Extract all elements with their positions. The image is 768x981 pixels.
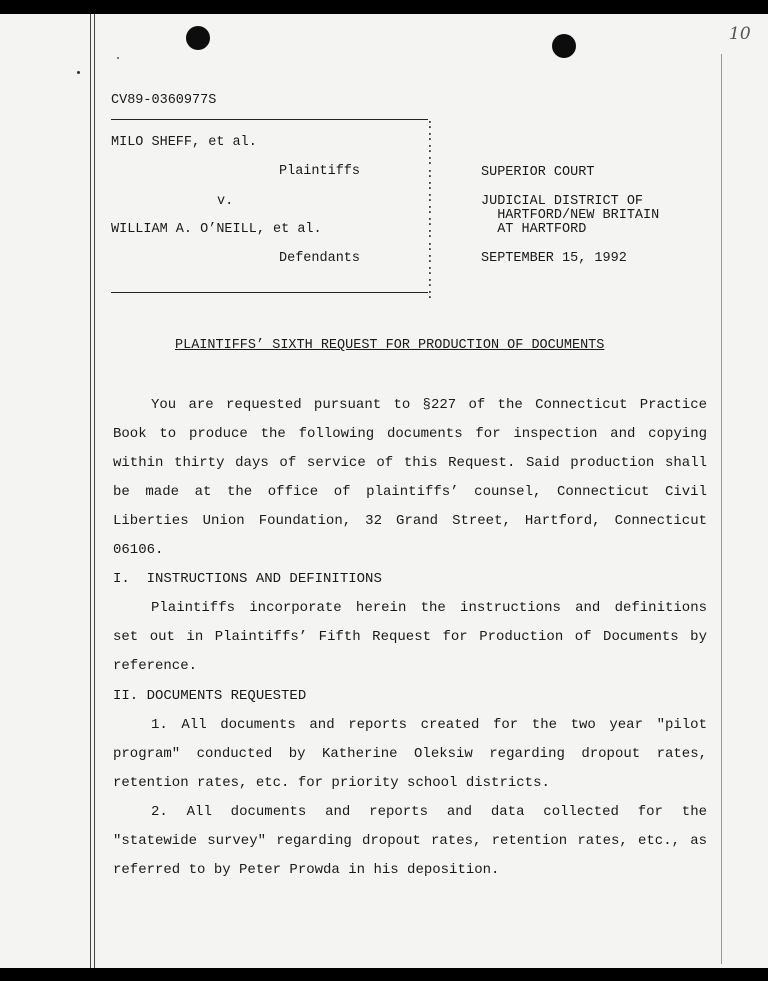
district-line-3: AT HARTFORD bbox=[481, 222, 587, 237]
versus: v. bbox=[217, 194, 234, 209]
text-line: "statewide survey" regarding dropout rates, retention rates, etc., as bbox=[113, 833, 707, 849]
text-line: program" conducted by Katherine Oleksiw regarding dropout rates, bbox=[113, 746, 707, 762]
text-line: retention rates, etc. for priority school districts. bbox=[113, 775, 550, 791]
text-line: within thirty days of service of this Request. Said production shall bbox=[113, 455, 707, 471]
text-line: Plaintiffs incorporate herein the instructions and definitions bbox=[151, 600, 707, 616]
text-line: set out in Plaintiffs’ Fifth Request for Production of Documents by bbox=[113, 629, 707, 645]
document-title: PLAINTIFFS’ SIXTH REQUEST FOR PRODUCTION OF DOCUMENTS bbox=[175, 338, 605, 353]
handwritten-page-number: 10 bbox=[729, 24, 751, 44]
text-line: be made at the office of plaintiffs’ counsel, Connecticut Civil bbox=[113, 484, 707, 500]
district-line-1: JUDICIAL DISTRICT OF bbox=[481, 194, 644, 209]
caption-top-rule bbox=[111, 119, 428, 120]
section-2-heading: II. DOCUMENTS REQUESTED bbox=[113, 688, 307, 704]
defendant-name: WILLIAM A. O’NEILL, et al. bbox=[111, 222, 322, 237]
right-margin-rule bbox=[721, 54, 722, 964]
intro-paragraph bbox=[113, 391, 707, 565]
text-line: referred to by Peter Prowda in his deposition. bbox=[113, 862, 500, 878]
hole-punch-left bbox=[186, 26, 210, 50]
request-item-1 bbox=[113, 711, 707, 798]
request-item-2 bbox=[113, 798, 707, 885]
text-line: 06106. bbox=[113, 542, 164, 558]
court-name: SUPERIOR COURT bbox=[481, 165, 595, 180]
plaintiff-name: MILO SHEFF, et al. bbox=[111, 135, 257, 150]
section-1-heading: I. INSTRUCTIONS AND DEFINITIONS bbox=[113, 571, 382, 587]
caption-bottom-rule bbox=[111, 292, 428, 293]
text-line: Book to produce the following documents for inspection and copying bbox=[113, 426, 707, 442]
section-1-paragraph bbox=[113, 594, 707, 681]
text-line: Liberties Union Foundation, 32 Grand Street, Hartford, Connecticut bbox=[113, 513, 707, 529]
text-line: You are requested pursuant to §227 of the Connecticut Practice bbox=[151, 397, 707, 413]
filing-date: SEPTEMBER 15, 1992 bbox=[481, 251, 627, 266]
left-margin-rule-inner bbox=[94, 14, 95, 968]
caption-colon-column: : : : : : : : : : : : : : : : bbox=[426, 117, 434, 303]
plaintiffs-label: Plaintiffs bbox=[279, 164, 361, 179]
speck bbox=[117, 57, 119, 59]
defendants-label: Defendants bbox=[279, 251, 361, 266]
district-line-2: HARTFORD/NEW BRITAIN bbox=[481, 208, 660, 223]
text-line: 2. All documents and reports and data collected for the bbox=[151, 804, 707, 820]
speck bbox=[77, 71, 80, 74]
document-page bbox=[0, 14, 768, 968]
left-margin-rule bbox=[90, 14, 91, 968]
hole-punch-right bbox=[552, 34, 576, 58]
text-line: 1. All documents and reports created for the two year "pilot bbox=[151, 717, 707, 733]
case-number: CV89-0360977S bbox=[111, 93, 217, 108]
text-line: reference. bbox=[113, 658, 198, 674]
